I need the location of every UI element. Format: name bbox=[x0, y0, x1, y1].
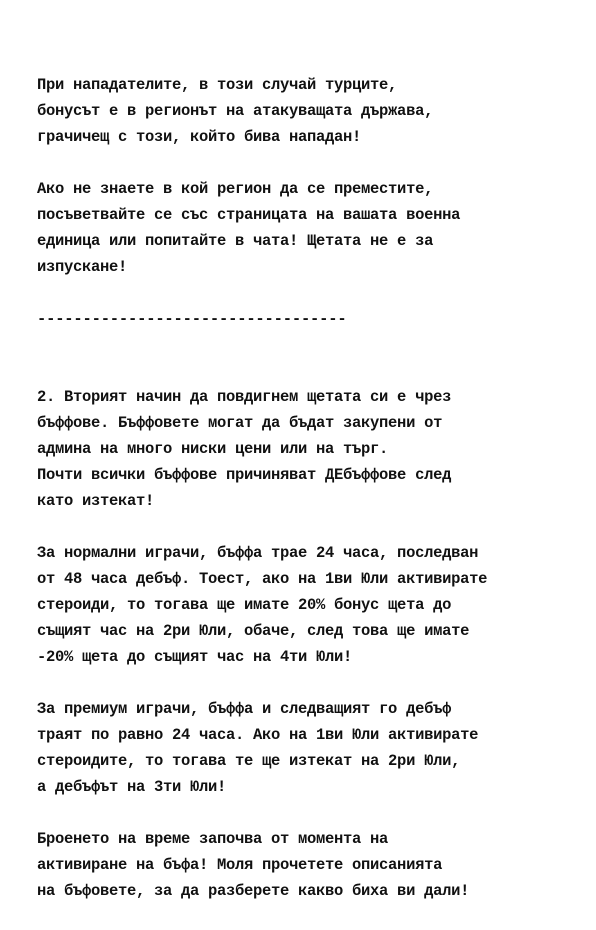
text-line: единица или попитайте в чата! Щетата не е за bbox=[37, 232, 434, 250]
text-line: бъффове. Бъффовете могат да бъдат закупени от bbox=[37, 414, 443, 432]
paragraph-attackers-bonus bbox=[37, 72, 592, 150]
text-line: активиране на бъфа! Моля прочетете описанията bbox=[37, 856, 443, 874]
text-line: посъветвайте се със страницата на вашата военна bbox=[37, 206, 461, 224]
text-line: траят по равно 24 часа. Ако на 1ви Юли активирате bbox=[37, 726, 479, 744]
spacer bbox=[37, 358, 592, 384]
document-body bbox=[37, 72, 592, 930]
paragraph-buffs-intro bbox=[37, 384, 592, 514]
text-line: изпускане! bbox=[37, 258, 128, 276]
section-divider: ---------------------------------- bbox=[37, 310, 347, 328]
text-line: бонусът е в регионът на атакуващата държава, bbox=[37, 102, 434, 120]
text-line: За нормални играчи, бъффа трае 24 часа, последван bbox=[37, 544, 479, 562]
paragraph-premium-players bbox=[37, 696, 592, 800]
text-line: същият час на 2ри Юли, обаче, след това ще имате bbox=[37, 622, 470, 640]
text-line: а дебъфът на 3ти Юли! bbox=[37, 778, 227, 796]
text-line: Почти всички бъффове причиняват ДЕбъффове след bbox=[37, 466, 452, 484]
text-line: стероиди, то тогава ще имате 20% бонус щета до bbox=[37, 596, 452, 614]
paragraph-region-advice bbox=[37, 176, 592, 280]
text-line: Ако не знаете в кой регион да се преместите, bbox=[37, 180, 434, 198]
text-line: на бъфовете, за да разберете какво биха ви дали! bbox=[37, 882, 470, 900]
text-line: грачичещ с този, който бива нападан! bbox=[37, 128, 362, 146]
text-line: като изтекат! bbox=[37, 492, 155, 510]
text-line: При нападателите, в този случай турците, bbox=[37, 76, 398, 94]
text-line: За премиум играчи, бъффа и следващият го дебъф bbox=[37, 700, 452, 718]
text-line: Броенето на време започва от момента на bbox=[37, 830, 389, 848]
text-line: админа на много ниски цени или на търг. bbox=[37, 440, 389, 458]
text-line: 2. Вторият начин да повдигнем щетата си е чрез bbox=[37, 388, 452, 406]
paragraph-timing-note bbox=[37, 826, 592, 904]
text-line: от 48 часа дебъф. Тоест, ако на 1ви Юли активирате bbox=[37, 570, 488, 588]
paragraph-normal-players bbox=[37, 540, 592, 670]
text-line: -20% щета до същият час на 4ти Юли! bbox=[37, 648, 353, 666]
text-line: стероидите, то тогава те ще изтекат на 2ри Юли, bbox=[37, 752, 461, 770]
